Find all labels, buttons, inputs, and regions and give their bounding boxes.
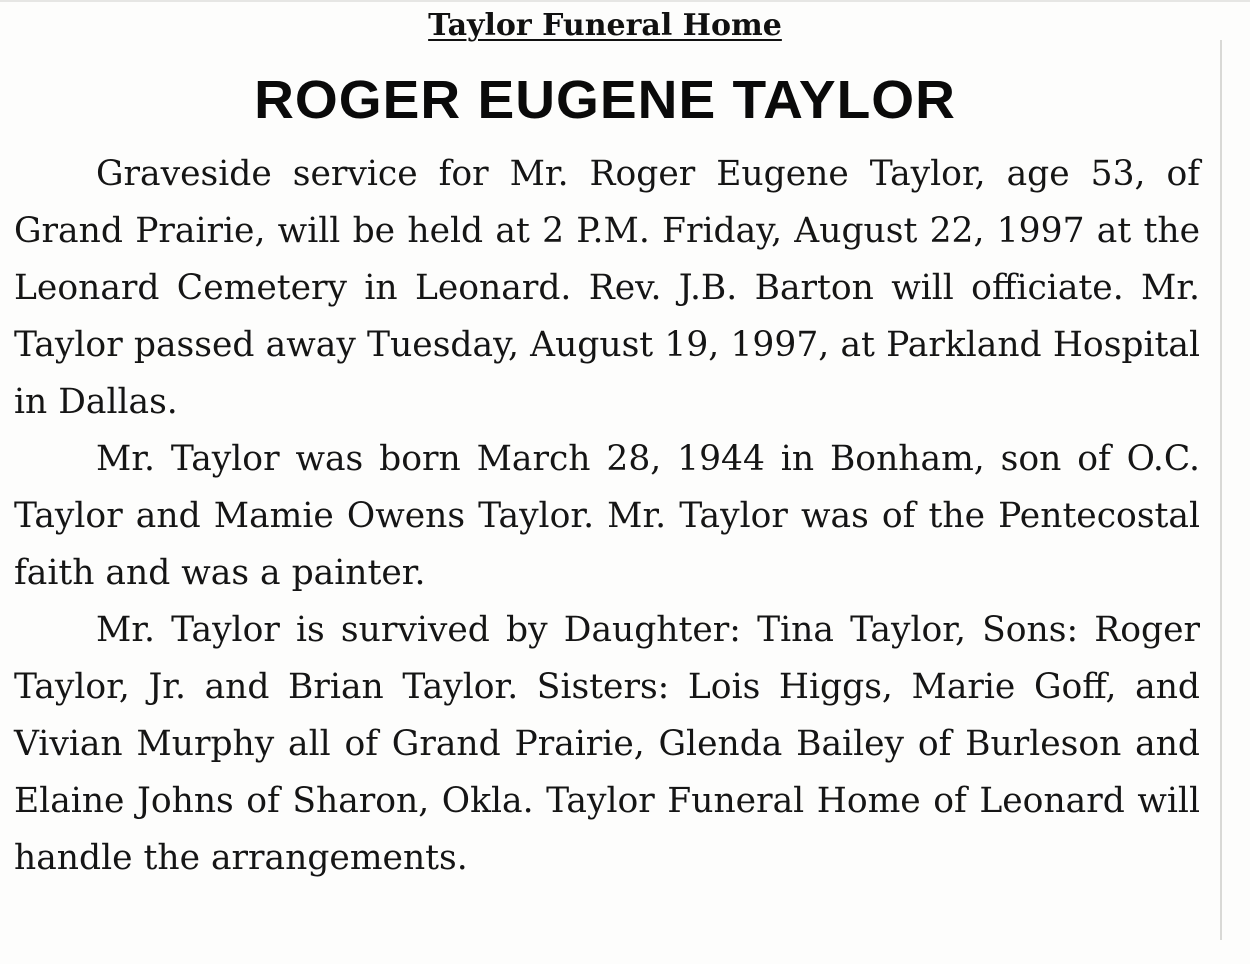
obituary-body [14, 146, 1200, 887]
paragraph-service-details: Graveside service for Mr. Roger Eugene Taylor, age 53, of Grand Prairie, will be held at 2 P.M. Friday, August 22, 1997 at the Leonard Cemetery in Leonard. Rev. J.B. Barton will officiate. Mr. Taylor passed away Tuesday, August 19, 1997, at Parkland Hospital in Dallas. [14, 154, 1200, 422]
funeral-home-header: Taylor Funeral Home [428, 8, 782, 43]
scan-edge-right [1220, 40, 1222, 940]
paragraph-survivors: Mr. Taylor is survived by Daughter: Tina Taylor, Sons: Roger Taylor, Jr. and Brian Taylor. Sisters: Lois Higgs, Marie Goff, and Vivian Murphy all of Grand Prairie, Glenda Bailey of Burleson and Elaine Johns of Sharon, Okla. Taylor Funeral Home of Leonard will handle the arrangements. [14, 610, 1200, 878]
paragraph-biography: Mr. Taylor was born March 28, 1944 in Bonham, son of O.C. Taylor and Mamie Owens Taylor. Mr. Taylor was of the Pentecostal faith and was a painter. [14, 439, 1200, 593]
obituary-headline: ROGER EUGENE TAYLOR [254, 70, 956, 130]
